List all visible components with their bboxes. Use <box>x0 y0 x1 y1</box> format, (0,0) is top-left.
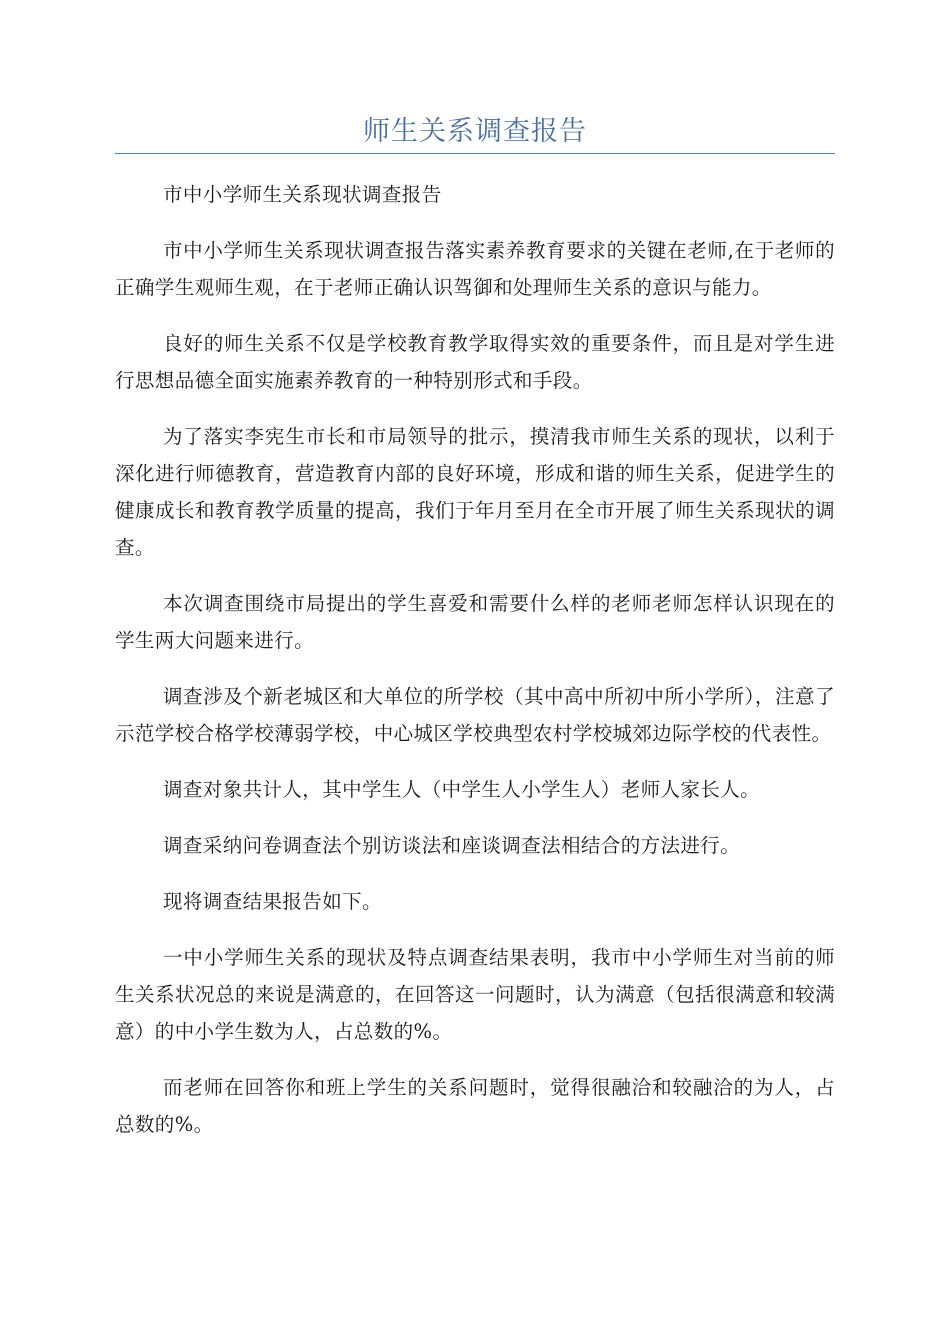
paragraph: 本次调查围绕市局提出的学生喜爱和需要什么样的老师老师怎样认识现在的学生两大问题来进行。 <box>115 592 835 652</box>
paragraph: 而老师在回答你和班上学生的关系问题时，觉得很融洽和较融洽的为人，占总数的%。 <box>115 1076 835 1136</box>
paragraph: 调查对象共计人，其中学生人（中学生人小学生人）老师人家长人。 <box>163 778 761 801</box>
paragraph: 调查采纳问卷调查法个别访谈法和座谈调查法相结合的方法进行。 <box>163 834 741 857</box>
paragraph: 调查涉及个新老城区和大单位的所学校（其中高中所初中所小学所），注意了示范学校合格学校薄弱学校，中心城区学校典型农村学校城郊边际学校的代表性。 <box>115 685 835 745</box>
title-underline <box>115 153 835 154</box>
document-body <box>115 176 835 1162</box>
document-title: 师生关系调查报告 <box>363 116 587 147</box>
paragraph-subtitle: 市中小学师生关系现状调查报告 <box>163 183 442 206</box>
paragraph: 市中小学师生关系现状调查报告落实素养教育要求的关键在老师,在于老师的正确学生观师生观，在于老师正确认识驾御和处理师生关系的意识与能力。 <box>115 239 835 299</box>
paragraph: 一中小学师生关系的现状及特点调查结果表明，我市中小学师生对当前的师生关系状况总的来说是满意的，在回答这一问题时，认为满意（包括很满意和较满意）的中小学生数为人，占总数的%。 <box>115 946 835 1043</box>
paragraph: 现将调查结果报告如下。 <box>163 890 382 913</box>
paragraph: 良好的师生关系不仅是学校教育教学取得实效的重要条件，而且是对学生进行思想品德全面实施素养教育的一种特别形式和手段。 <box>115 332 835 392</box>
paragraph: 为了落实李宪生市长和市局领导的批示，摸清我市师生关系的现状，以利于深化进行师德教育，营造教育内部的良好环境，形成和谐的师生关系，促进学生的健康成长和教育教学质量的提高，我们于年月至月在全市开展了师生关系现状的调查。 <box>115 425 835 559</box>
